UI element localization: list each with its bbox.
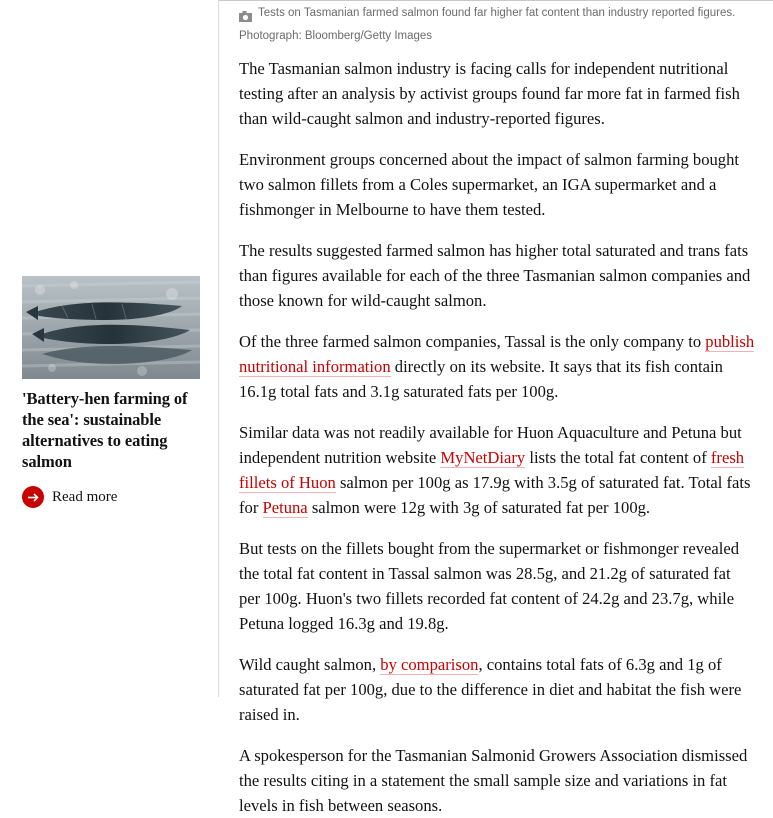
related-article-card[interactable] (22, 276, 200, 508)
article-paragraph (239, 238, 755, 313)
related-article-image[interactable] (22, 276, 200, 379)
inline-link[interactable]: MyNetDiary (440, 448, 526, 467)
photo-credit: Photograph: Bloomberg/Getty Images (239, 30, 433, 42)
paragraph-text: directly on its website. It says that its fish contain 16.1g total fats and 3.1g saturated fats per 100g. (239, 357, 723, 401)
inline-link[interactable]: Petuna (262, 498, 308, 517)
caption-text: Tests on Tasmanian farmed salmon found far higher fat content than industry reported figures. (258, 7, 736, 19)
camera-icon (239, 9, 252, 27)
paragraph-text: , contains total fats of 6.3g and 1g of saturated fat per 100g, due to the difference in diet and habitat the fish were raised in. (239, 655, 742, 724)
paragraph-text: salmon per 100g as 17.9g with 3.5g of saturated fat. Total fats for (239, 473, 751, 517)
paragraph-text: Environment groups concerned about the impact of salmon farming bought two salmon fillets from a Coles supermarket, an IGA supermarket and a fishmonger in Melbourne to have them tested. (239, 150, 739, 219)
article-paragraph (239, 536, 755, 636)
left-rail (0, 0, 218, 697)
article-paragraph (239, 652, 755, 727)
paragraph-text: The Tasmanian salmon industry is facing calls for independent nutritional testing after an analysis by activist groups found far more fat in farmed fish than wild-caught salmon and industry-reported figures. (239, 59, 740, 128)
article-body-column (218, 0, 773, 815)
arrow-right-icon (22, 486, 44, 508)
paragraph-text: lists the total fat content of (525, 448, 711, 467)
article-paragraph (239, 56, 755, 131)
article-paragraph (239, 743, 755, 818)
inline-link[interactable]: fresh fillets of Huon (239, 448, 745, 492)
inline-link[interactable]: publish nutritional information (239, 332, 755, 376)
paragraph-text: Of the three farmed salmon companies, Tassal is the only company to (239, 332, 706, 351)
article-paragraph (239, 420, 755, 520)
image-caption-block (239, 0, 755, 44)
article-paragraphs (239, 56, 755, 818)
article-paragraph (239, 147, 755, 222)
related-article-title[interactable]: 'Battery-hen farming of the sea': sustainable alternatives to eating salmon (22, 389, 188, 471)
paragraph-text: A spokesperson for the Tasmanian Salmonid Growers Association dismissed the results citing in a statement the small sample size and variations in fat levels in fish between seasons. (239, 746, 748, 815)
paragraph-text: But tests on the fillets bought from the supermarket or fishmonger revealed the total fat content in Tassal salmon was 28.5g, and 21.2g of saturated fat per 100g. Huon's two fillets recorded fat content of 24.2g and 23.7g, while Petuna logged 16.3g and 19.8g. (239, 539, 739, 633)
paragraph-text: Wild caught salmon, (239, 655, 381, 674)
read-more-label: Read more (52, 488, 118, 505)
article-paragraph (239, 329, 755, 404)
paragraph-text: The results suggested farmed salmon has higher total saturated and trans fats than figures available for each of the three Tasmanian salmon companies and those known for wild-caught salmon. (239, 241, 751, 310)
caption-divider (219, 0, 773, 1)
read-more-link[interactable] (22, 486, 200, 508)
inline-link[interactable]: by comparison (380, 655, 479, 674)
paragraph-text: salmon were 12g with 3g of saturated fat per 100g. (307, 498, 651, 517)
paragraph-text: Similar data was not readily available for Huon Aquaculture and Petuna but independent nutrition website (239, 423, 742, 467)
